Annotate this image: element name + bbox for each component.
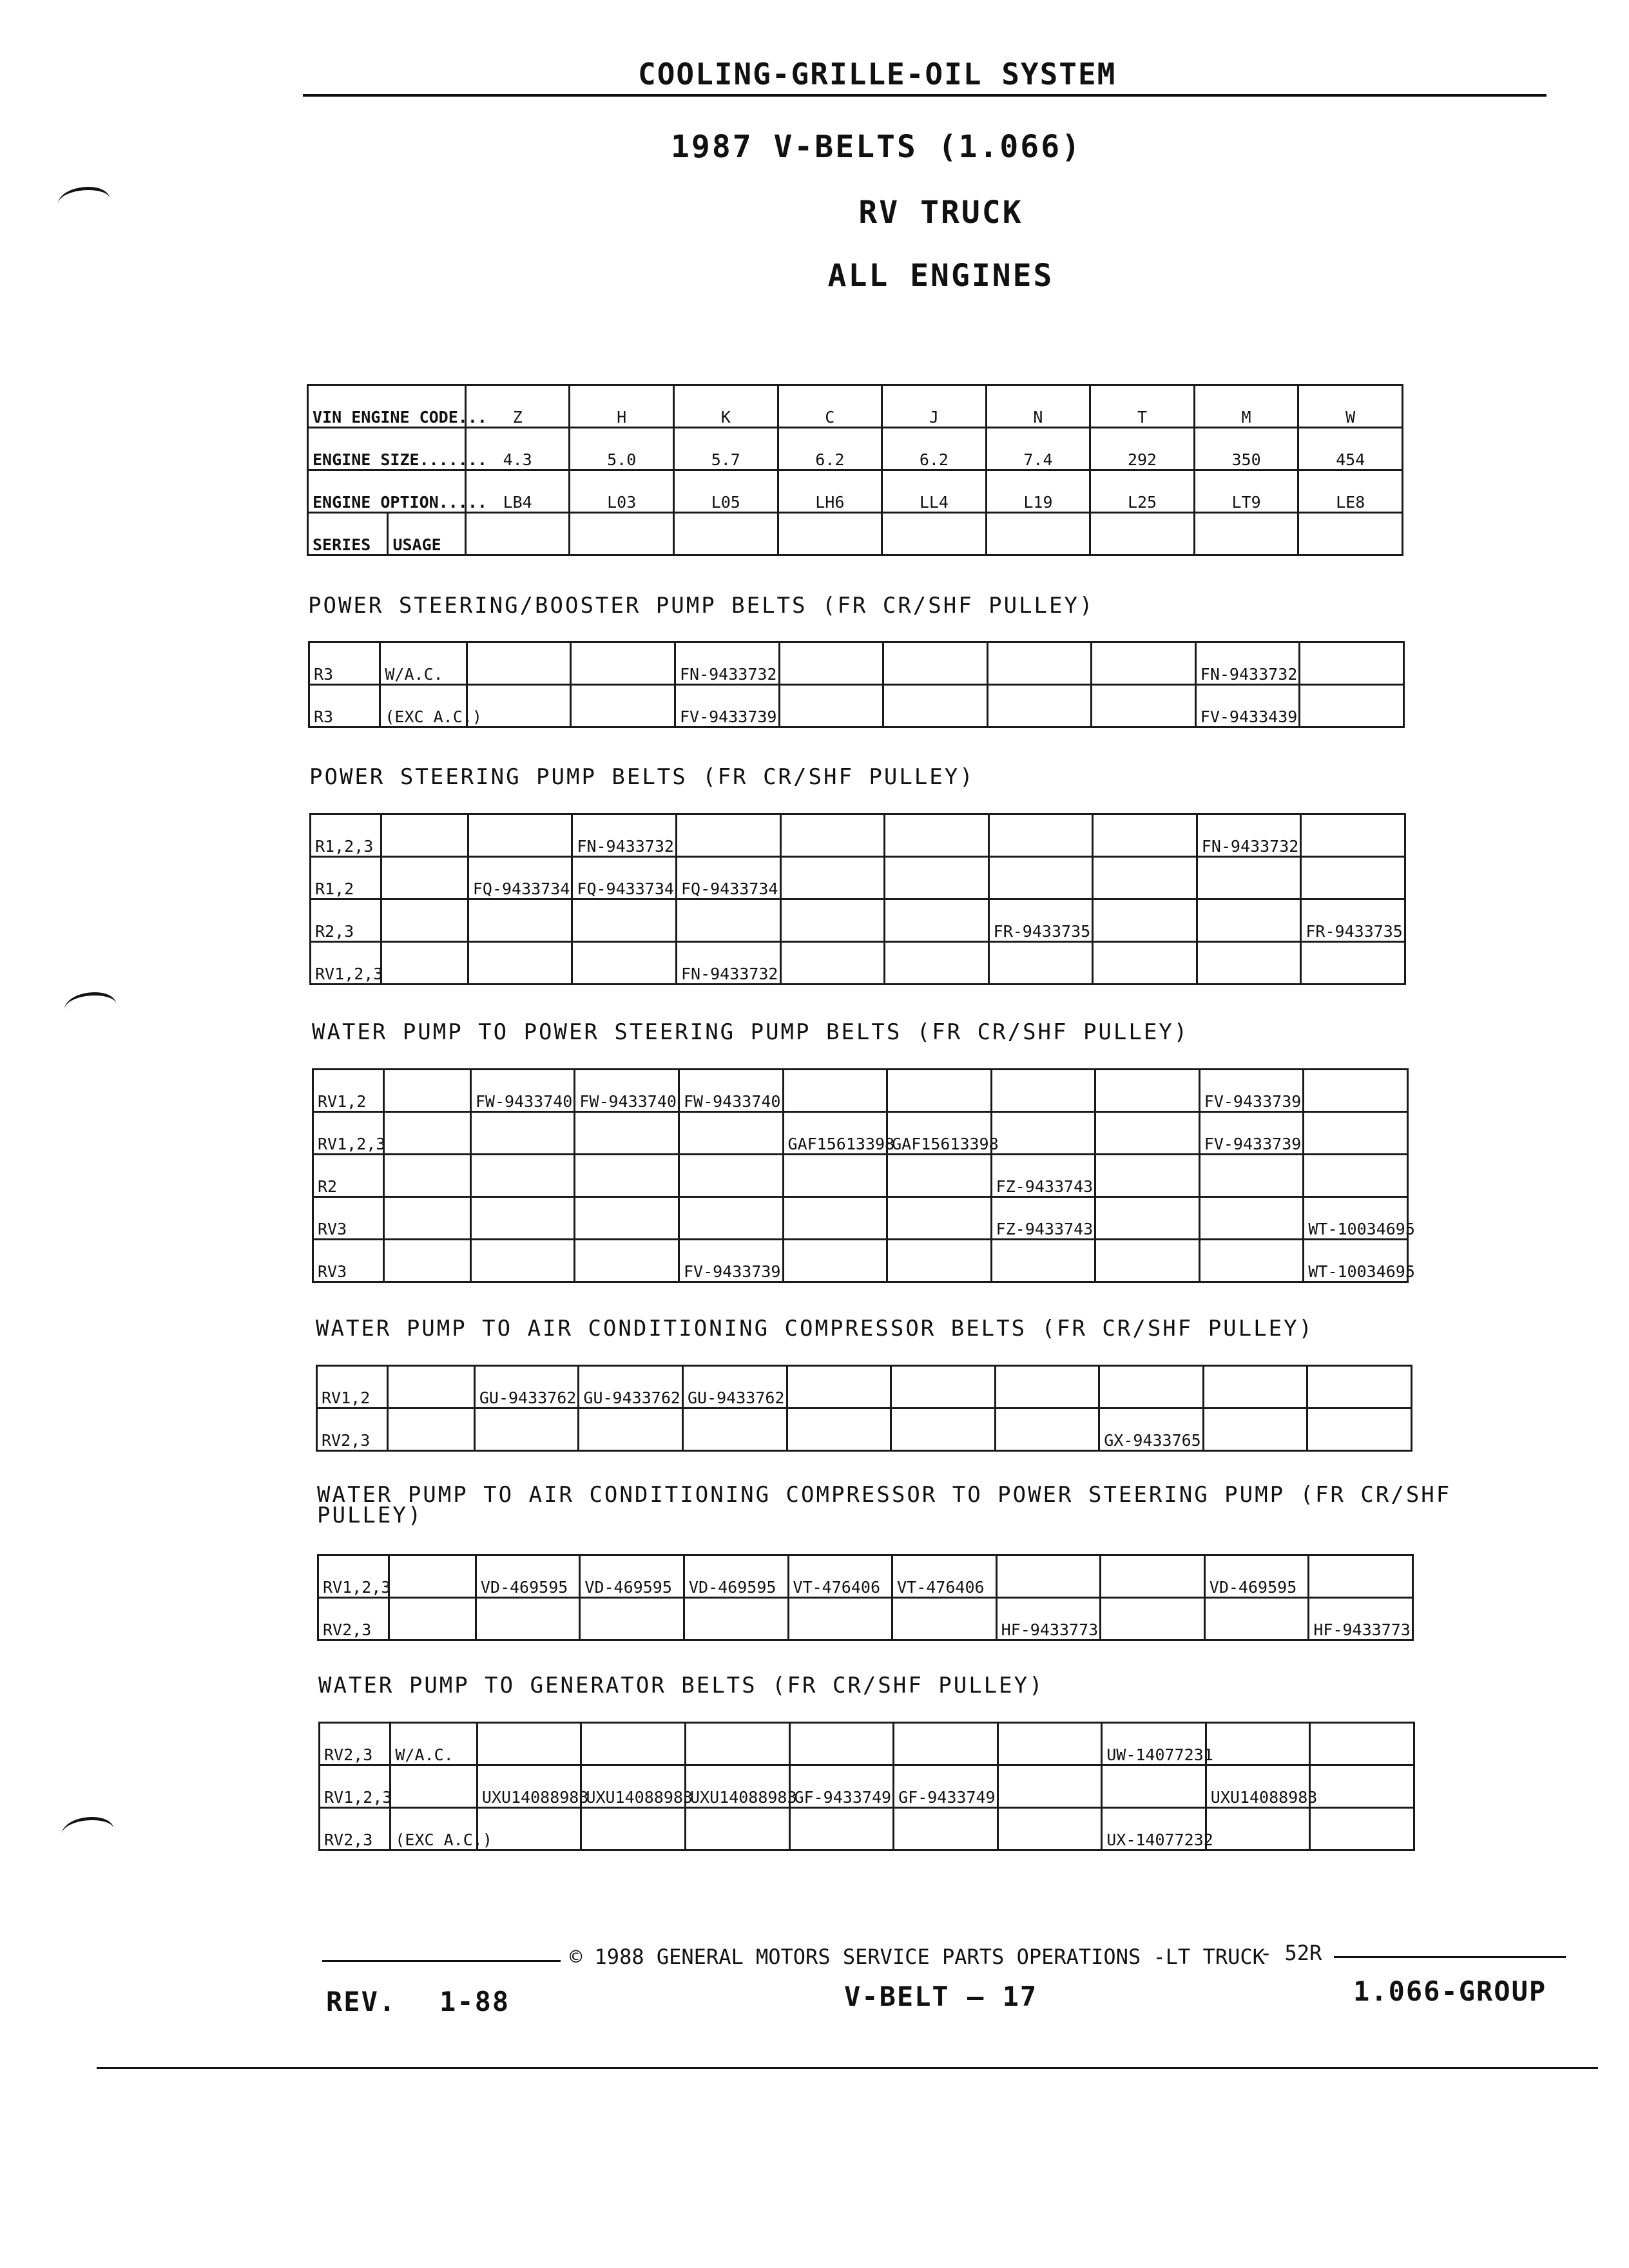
part-number-cell — [887, 1070, 992, 1112]
part-number-cell: FN-9433732 — [1197, 814, 1301, 857]
empty-cell — [673, 513, 778, 555]
header-rule — [303, 94, 1547, 97]
table-row — [318, 1598, 1413, 1640]
part-number-cell: VD-469595 — [580, 1555, 684, 1598]
part-number-cell — [788, 1598, 892, 1640]
usage-cell — [381, 857, 468, 899]
engine-size-label: ENGINE SIZE....... — [308, 428, 466, 470]
part-number-cell — [998, 1765, 1102, 1808]
part-number-cell: FZ-9433743 — [991, 1197, 1095, 1240]
part-number-cell: UXU14088983 — [477, 1765, 581, 1808]
part-number-cell — [883, 642, 988, 685]
empty-cell — [1298, 513, 1403, 555]
part-number-cell — [1092, 642, 1196, 685]
part-number-cell: UXU14088983 — [581, 1765, 686, 1808]
table-row — [317, 1366, 1412, 1408]
part-number-cell — [468, 814, 572, 857]
empty-cell — [1090, 513, 1195, 555]
part-number-cell — [470, 1155, 575, 1197]
engine-size-cell: 350 — [1194, 428, 1298, 470]
part-number-cell — [1095, 1197, 1200, 1240]
part-number-cell: GF-9433749 — [894, 1765, 998, 1808]
part-number-cell: VD-469595 — [684, 1555, 788, 1598]
part-number-cell — [783, 1070, 887, 1112]
vin-code-cell: N — [986, 385, 1090, 428]
table-row — [309, 685, 1404, 727]
part-number-cell — [1095, 1155, 1200, 1197]
part-number-cell: FQ-9433734 — [676, 857, 780, 899]
usage-cell: (EXC A.C.) — [380, 685, 467, 727]
part-number-cell — [887, 1155, 992, 1197]
part-number-cell — [789, 1808, 894, 1850]
part-number-cell — [995, 1366, 1099, 1408]
part-number-cell — [1301, 814, 1405, 857]
part-number-cell — [779, 685, 883, 727]
table-row — [320, 1808, 1414, 1850]
section-title: WATER PUMP TO POWER STEERING PUMP BELTS (FR CR/SHF PULLEY) — [312, 1019, 1190, 1045]
part-number-cell — [470, 1112, 575, 1155]
usage-cell: W/A.C. — [380, 642, 467, 685]
series-cell: RV2,3 — [320, 1808, 390, 1850]
table-row — [311, 942, 1405, 985]
belt-table — [308, 641, 1405, 728]
part-number-cell — [1307, 1366, 1412, 1408]
section-title — [317, 1482, 1451, 1528]
series-cell: RV1,2 — [313, 1070, 384, 1112]
part-number-cell — [1203, 1366, 1307, 1408]
part-number-cell — [887, 1197, 992, 1240]
vin-code-cell: W — [1298, 385, 1403, 428]
usage-cell — [384, 1197, 470, 1240]
part-number-cell — [1197, 899, 1301, 942]
series-cell: RV2,3 — [317, 1408, 388, 1451]
usage-cell — [381, 942, 468, 985]
part-number-cell — [579, 1408, 683, 1451]
part-number-cell — [987, 685, 1092, 727]
part-number-cell — [787, 1366, 891, 1408]
part-number-cell — [571, 642, 675, 685]
usage-cell — [384, 1112, 470, 1155]
part-number-cell — [891, 1366, 996, 1408]
usage-cell — [384, 1070, 470, 1112]
empty-cell — [1194, 513, 1298, 555]
part-number-cell — [988, 857, 1093, 899]
engine-option-cell: LL4 — [882, 470, 987, 513]
part-number-cell — [887, 1240, 992, 1282]
engine-size-cell: 292 — [1090, 428, 1195, 470]
vin-code-cell: H — [570, 385, 674, 428]
engine-option-cell: LE8 — [1298, 470, 1403, 513]
part-number-cell: FV-9433739 — [1199, 1070, 1304, 1112]
part-number-cell — [885, 899, 989, 942]
vin-code-cell: T — [1090, 385, 1195, 428]
part-number-cell — [684, 1598, 788, 1640]
usage-cell — [389, 1598, 476, 1640]
empty-cell — [778, 513, 882, 555]
part-number-cell — [679, 1197, 783, 1240]
part-number-cell: GU-9433762 — [682, 1366, 787, 1408]
part-number-cell — [1301, 857, 1405, 899]
series-cell: R2 — [313, 1155, 384, 1197]
margin-mark — [64, 992, 116, 1021]
part-number-cell — [575, 1112, 679, 1155]
part-number-cell — [1304, 1070, 1408, 1112]
engine-size-cell: 6.2 — [882, 428, 987, 470]
part-number-cell — [1092, 685, 1196, 727]
part-number-cell — [780, 899, 885, 942]
series-cell: R3 — [309, 685, 380, 727]
engines-title: ALL ENGINES — [827, 258, 1054, 294]
part-number-cell — [1199, 1197, 1304, 1240]
vin-code-label: VIN ENGINE CODE... — [308, 385, 466, 428]
part-number-cell — [1307, 1408, 1412, 1451]
empty-cell — [570, 513, 674, 555]
margin-mark — [62, 1817, 113, 1846]
series-usage-row — [308, 513, 1403, 555]
usage-cell: (EXC A.C.) — [390, 1808, 477, 1850]
part-number-cell — [991, 1112, 1095, 1155]
part-number-cell: VT-476406 — [788, 1555, 892, 1598]
part-number-cell — [1304, 1155, 1408, 1197]
table-row — [313, 1197, 1408, 1240]
engine-spec-table — [307, 384, 1403, 556]
section-title-line: WATER PUMP TO AIR CONDITIONING COMPRESSOR TO POWER STEERING PUMP (FR CR/SHF — [317, 1482, 1452, 1508]
series-cell: RV3 — [313, 1197, 384, 1240]
part-number-cell: GAF15613398 — [887, 1112, 992, 1155]
part-number-cell — [467, 642, 571, 685]
part-number-cell: WT-10034695 — [1304, 1240, 1408, 1282]
part-number-cell — [1095, 1240, 1200, 1282]
part-number-cell — [779, 642, 883, 685]
table-row — [317, 1408, 1412, 1451]
part-number-cell — [571, 685, 675, 727]
part-number-cell — [575, 1197, 679, 1240]
usage-cell — [381, 899, 468, 942]
part-number-cell — [780, 814, 885, 857]
part-number-cell: FQ-9433734 — [468, 857, 572, 899]
part-number-cell — [1300, 642, 1404, 685]
part-number-cell: FQ-9433734 — [572, 857, 677, 899]
part-number-cell — [468, 899, 572, 942]
revision-label: REV. — [326, 1986, 397, 2017]
part-number-cell — [1101, 1598, 1205, 1640]
engine-option-row — [308, 470, 1403, 513]
part-number-cell — [783, 1197, 887, 1240]
usage-cell — [381, 814, 468, 857]
vin-code-cell: Z — [465, 385, 570, 428]
usage-cell — [389, 1555, 476, 1598]
part-number-cell — [1099, 1366, 1204, 1408]
engine-size-cell: 5.0 — [570, 428, 674, 470]
part-number-cell — [780, 857, 885, 899]
system-title: COOLING-GRILLE-OIL SYSTEM — [638, 57, 1117, 91]
table-row — [313, 1240, 1408, 1282]
part-number-cell: WT-10034695 — [1304, 1197, 1408, 1240]
part-number-cell — [685, 1723, 789, 1765]
part-number-cell — [991, 1070, 1095, 1112]
part-number-cell: UXU14088983 — [685, 1765, 789, 1808]
vin-code-cell: K — [673, 385, 778, 428]
part-number-cell — [477, 1723, 581, 1765]
part-number-cell — [780, 942, 885, 985]
part-number-cell: GF-9433749 — [789, 1765, 894, 1808]
part-number-cell — [476, 1598, 580, 1640]
engine-size-cell: 454 — [1298, 428, 1403, 470]
vin-code-cell: M — [1194, 385, 1298, 428]
series-cell: RV3 — [313, 1240, 384, 1282]
part-number-cell — [1199, 1240, 1304, 1282]
group-label: 1.066-GROUP — [1353, 1975, 1547, 2007]
part-number-cell: FW-9433740 — [679, 1070, 783, 1112]
table-row — [320, 1723, 1414, 1765]
part-number-cell — [1204, 1598, 1309, 1640]
table-row — [313, 1070, 1408, 1112]
part-number-cell — [998, 1808, 1102, 1850]
part-number-cell — [885, 857, 989, 899]
part-number-cell — [1309, 1555, 1413, 1598]
part-number-cell — [1101, 1555, 1205, 1598]
part-number-cell — [1310, 1808, 1414, 1850]
part-number-cell: FW-9433740 — [575, 1070, 679, 1112]
part-number-cell — [682, 1408, 787, 1451]
engine-option-cell: LT9 — [1194, 470, 1298, 513]
document-title: 1987 V-BELTS (1.066) — [671, 129, 1082, 165]
section-title-line: PULLEY) — [317, 1503, 423, 1528]
part-number-cell — [1206, 1723, 1310, 1765]
belt-table — [317, 1554, 1414, 1641]
part-number-cell — [783, 1155, 887, 1197]
engine-option-cell: LB4 — [465, 470, 570, 513]
usage-cell: W/A.C. — [390, 1723, 477, 1765]
part-number-cell — [894, 1808, 998, 1850]
part-number-cell: UXU14088983 — [1206, 1765, 1310, 1808]
section-title: WATER PUMP TO GENERATOR BELTS (FR CR/SHF PULLEY) — [318, 1673, 1045, 1698]
part-number-cell: HF-9433773 — [996, 1598, 1101, 1640]
part-number-cell — [1203, 1408, 1307, 1451]
part-number-cell — [1304, 1112, 1408, 1155]
engine-size-row — [308, 428, 1403, 470]
series-cell: RV2,3 — [318, 1598, 389, 1640]
engine-option-cell: L05 — [673, 470, 778, 513]
footer-rule-left — [322, 1960, 561, 1962]
engine-option-cell: L03 — [570, 470, 674, 513]
engine-size-cell: 5.7 — [673, 428, 778, 470]
part-number-cell: FZ-9433743 — [991, 1155, 1095, 1197]
section-title: WATER PUMP TO AIR CONDITIONING COMPRESSOR BELTS (FR CR/SHF PULLEY) — [316, 1316, 1315, 1341]
part-number-cell — [885, 942, 989, 985]
part-number-cell — [1093, 899, 1197, 942]
empty-cell — [986, 513, 1090, 555]
part-number-cell — [468, 942, 572, 985]
usage-cell — [384, 1240, 470, 1282]
section-title: POWER STEERING PUMP BELTS (FR CR/SHF PULLEY) — [309, 764, 975, 790]
part-number-cell: GU-9433762 — [579, 1366, 683, 1408]
part-number-cell — [1197, 857, 1301, 899]
empty-cell — [882, 513, 987, 555]
engine-size-cell: 6.2 — [778, 428, 882, 470]
engine-size-cell: 4.3 — [465, 428, 570, 470]
part-number-cell: FV-9433739 — [675, 685, 779, 727]
part-number-cell — [676, 899, 780, 942]
part-number-cell — [1206, 1808, 1310, 1850]
part-number-cell: FV-9433739 — [679, 1240, 783, 1282]
part-number-cell — [470, 1197, 575, 1240]
usage-cell — [388, 1408, 474, 1451]
part-number-cell — [1199, 1155, 1304, 1197]
table-row — [311, 899, 1405, 942]
engine-option-cell: LH6 — [778, 470, 882, 513]
part-number-cell — [988, 942, 1093, 985]
usage-cell — [388, 1366, 474, 1408]
part-number-cell — [1301, 942, 1405, 985]
table-row — [311, 814, 1405, 857]
part-number-cell — [1093, 942, 1197, 985]
part-number-cell: UW-14077231 — [1102, 1723, 1206, 1765]
series-cell: RV2,3 — [320, 1723, 390, 1765]
part-number-cell: FN-9433732 — [1195, 642, 1300, 685]
vehicle-title: RV TRUCK — [858, 195, 1023, 231]
series-cell: R2,3 — [311, 899, 381, 942]
engine-option-label: ENGINE OPTION..... — [308, 470, 466, 513]
part-number-cell: FV-9433439 — [1195, 685, 1300, 727]
part-number-cell — [477, 1808, 581, 1850]
table-row — [318, 1555, 1413, 1598]
part-number-cell: FN-9433732 — [675, 642, 779, 685]
part-number-cell: FV-9433739 — [1199, 1112, 1304, 1155]
table-row — [320, 1765, 1414, 1808]
part-number-cell — [1197, 942, 1301, 985]
part-number-cell — [996, 1555, 1101, 1598]
section-title: POWER STEERING/BOOSTER PUMP BELTS (FR CR/SHF PULLEY) — [308, 593, 1095, 619]
part-number-cell — [1102, 1765, 1206, 1808]
part-number-cell — [883, 685, 988, 727]
part-number-cell — [995, 1408, 1099, 1451]
part-number-cell — [580, 1598, 684, 1640]
part-number-cell — [572, 942, 677, 985]
series-cell: RV1,2,3 — [320, 1765, 390, 1808]
table-row — [309, 642, 1404, 685]
engine-size-cell: 7.4 — [986, 428, 1090, 470]
usage-cell — [384, 1155, 470, 1197]
part-number-cell — [998, 1723, 1102, 1765]
empty-cell — [465, 513, 570, 555]
part-number-cell — [1310, 1723, 1414, 1765]
part-number-cell: VD-469595 — [476, 1555, 580, 1598]
part-number-cell — [894, 1723, 998, 1765]
part-number-cell — [575, 1155, 679, 1197]
series-cell: RV1,2 — [317, 1366, 388, 1408]
part-number-cell — [679, 1112, 783, 1155]
part-number-cell: VT-476406 — [892, 1555, 997, 1598]
part-number-cell — [1093, 814, 1197, 857]
copyright-text: © 1988 GENERAL MOTORS SERVICE PARTS OPERATIONS -LT TRUCK — [570, 1945, 1265, 1969]
series-cell: R3 — [309, 642, 380, 685]
usage-cell — [390, 1765, 477, 1808]
part-number-cell: GU-9433762 — [474, 1366, 579, 1408]
part-number-cell — [679, 1155, 783, 1197]
series-label: SERIES — [308, 513, 388, 555]
part-number-cell: FR-9433735 — [1301, 899, 1405, 942]
belt-table — [309, 813, 1406, 985]
part-number-cell — [676, 814, 780, 857]
part-number-cell: FR-9433735 — [988, 899, 1093, 942]
part-number-cell: UX-14077232 — [1102, 1808, 1206, 1850]
part-number-cell — [581, 1808, 686, 1850]
belt-table — [312, 1068, 1415, 1283]
part-number-cell — [783, 1240, 887, 1282]
part-number-cell — [1093, 857, 1197, 899]
part-number-cell: GX-9433765 — [1099, 1408, 1204, 1451]
part-number-cell — [885, 814, 989, 857]
part-number-cell: HF-9433773 — [1309, 1598, 1413, 1640]
footer-rule-right — [1334, 1956, 1566, 1958]
table-row — [313, 1112, 1408, 1155]
vin-code-cell: J — [882, 385, 987, 428]
part-number-cell: GAF15613398 — [783, 1112, 887, 1155]
part-number-cell — [581, 1723, 686, 1765]
part-number-cell — [1310, 1765, 1414, 1808]
engine-option-cell: L19 — [986, 470, 1090, 513]
part-number-cell — [892, 1598, 997, 1640]
series-cell: R1,2,3 — [311, 814, 381, 857]
part-number-cell — [991, 1240, 1095, 1282]
part-number-cell — [988, 814, 1093, 857]
part-number-cell — [789, 1723, 894, 1765]
margin-mark — [58, 187, 110, 216]
part-number-cell — [575, 1240, 679, 1282]
part-number-cell — [1300, 685, 1404, 727]
part-number-cell — [1095, 1112, 1200, 1155]
part-number-cell — [1095, 1070, 1200, 1112]
part-number-cell: FN-9433732 — [676, 942, 780, 985]
series-cell: R1,2 — [311, 857, 381, 899]
page-label: V-BELT — 17 — [844, 1981, 1038, 2012]
part-number-cell — [787, 1408, 891, 1451]
part-number-cell — [891, 1408, 996, 1451]
series-cell: RV1,2,3 — [313, 1112, 384, 1155]
usage-label: USAGE — [388, 513, 465, 555]
part-number-cell — [685, 1808, 789, 1850]
part-number-cell — [467, 685, 571, 727]
vin-code-cell: C — [778, 385, 882, 428]
series-cell: RV1,2,3 — [311, 942, 381, 985]
part-number-cell — [470, 1240, 575, 1282]
part-number-cell — [987, 642, 1092, 685]
page-code: - 52R — [1260, 1941, 1322, 1965]
vin-code-row — [308, 385, 1403, 428]
bottom-rule — [97, 2067, 1598, 2069]
part-number-cell: FN-9433732 — [572, 814, 677, 857]
table-row — [311, 857, 1405, 899]
part-number-cell — [474, 1408, 579, 1451]
part-number-cell: FW-9433740 — [470, 1070, 575, 1112]
series-cell: RV1,2,3 — [318, 1555, 389, 1598]
part-number-cell — [572, 899, 677, 942]
belt-table — [318, 1722, 1415, 1851]
belt-table — [316, 1365, 1412, 1452]
part-number-cell: VD-469595 — [1204, 1555, 1309, 1598]
engine-option-cell: L25 — [1090, 470, 1195, 513]
table-row — [313, 1155, 1408, 1197]
revision-date: 1-88 — [439, 1986, 510, 2017]
